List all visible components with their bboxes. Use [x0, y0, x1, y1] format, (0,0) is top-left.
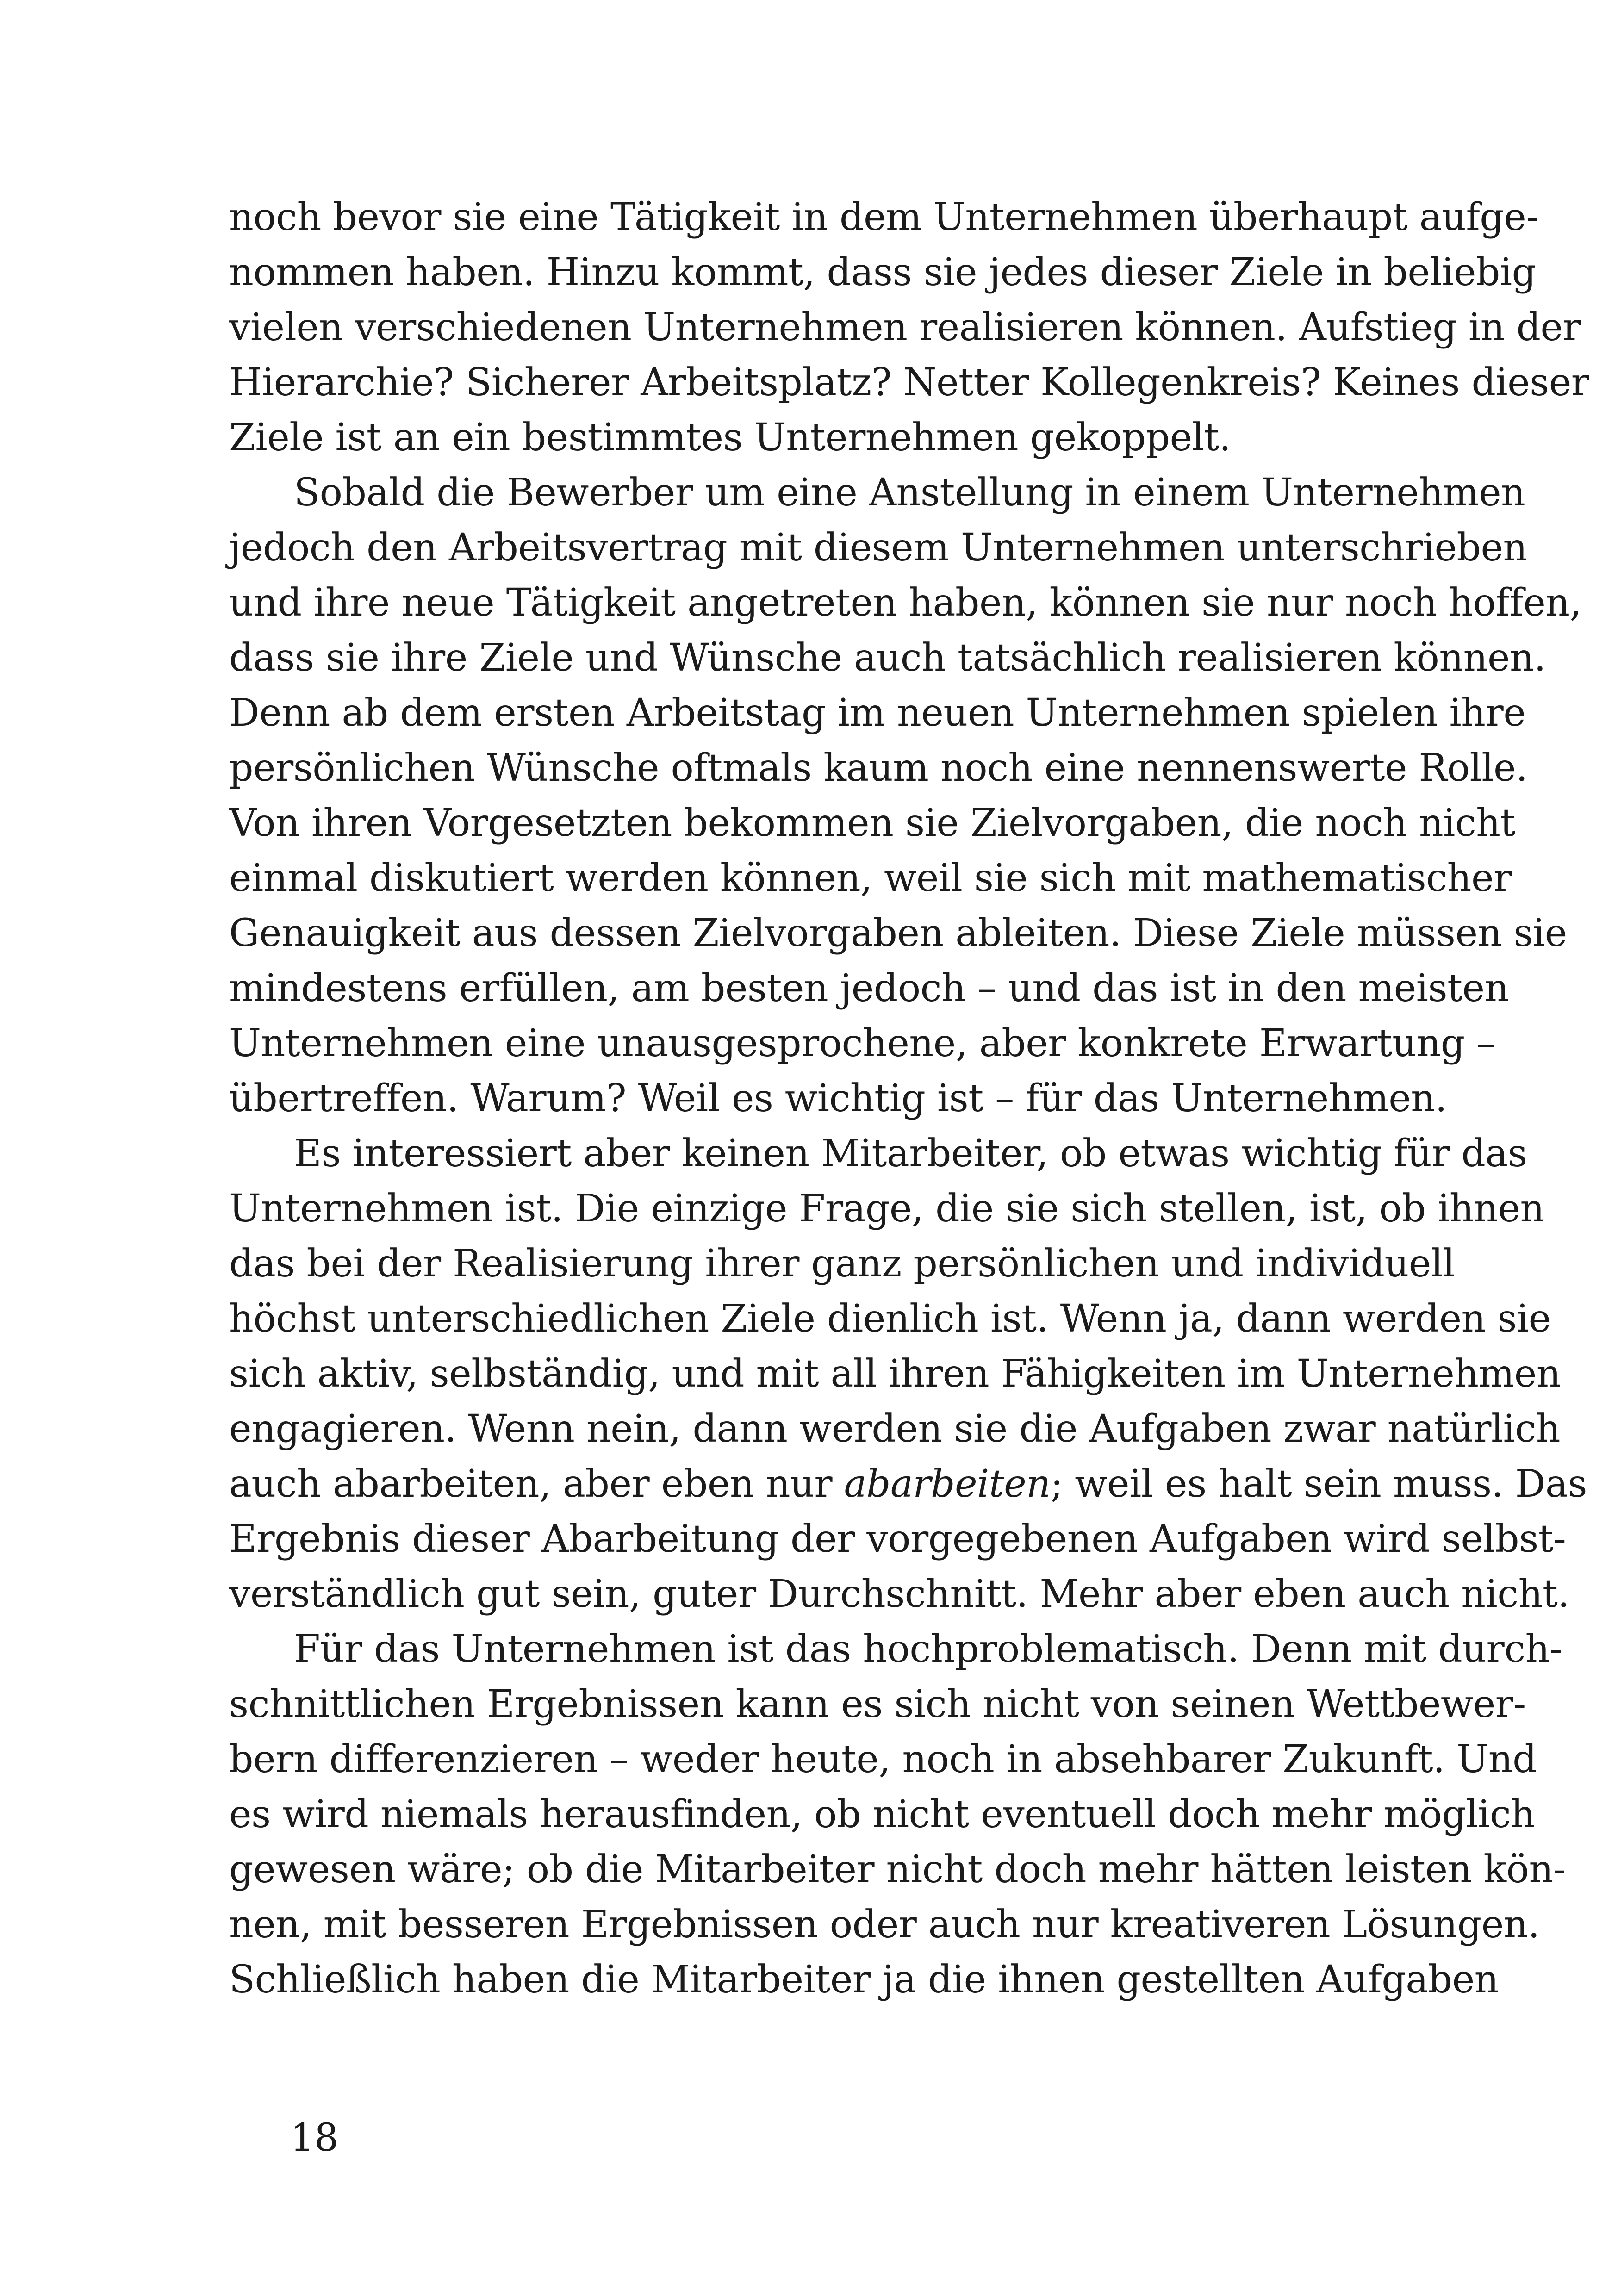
text-run: auch abarbeiten, aber eben nur	[229, 1462, 844, 1506]
paragraph-4	[229, 1622, 1566, 2007]
page-number: 18	[290, 2116, 339, 2160]
text-line: bern differenzieren – weder heute, noch in absehbarer Zukunft. Und	[229, 1737, 1537, 1781]
text-line: schnittlichen Ergebnissen kann es sich nicht von seinen Wettbewer-	[229, 1682, 1526, 1726]
text-line: Genauigkeit aus dessen Zielvorgaben ableiten. Diese Ziele müssen sie	[229, 911, 1567, 955]
text-line: gewesen wäre; ob die Mitarbeiter nicht doch mehr hätten leisten kön-	[229, 1848, 1566, 1892]
text-line: noch bevor sie eine Tätigkeit in dem Unternehmen überhaupt aufge-	[229, 195, 1539, 239]
text-line: das bei der Realisierung ihrer ganz persönlichen und individuell	[229, 1242, 1455, 1286]
emphasized-word: abarbeiten	[844, 1462, 1051, 1506]
paragraph-2	[229, 465, 1582, 1126]
text-line: dass sie ihre Ziele und Wünsche auch tatsächlich realisieren können.	[229, 636, 1546, 680]
text-line: Denn ab dem ersten Arbeitstag im neuen Unternehmen spielen ihre	[229, 691, 1526, 735]
text-line: einmal diskutiert werden können, weil sie sich mit mathematischer	[229, 856, 1512, 900]
text-line: höchst unterschiedlichen Ziele dienlich ist. Wenn ja, dann werden sie	[229, 1297, 1551, 1341]
text-line: Ziele ist an ein bestimmtes Unternehmen gekoppelt.	[229, 416, 1231, 460]
body-text	[229, 190, 1589, 2007]
text-line: Für das Unternehmen ist das hochproblematisch. Denn mit durch-	[294, 1627, 1562, 1671]
text-line: Es interessiert aber keinen Mitarbeiter, ob etwas wichtig für das	[294, 1132, 1527, 1176]
text-line: verständlich gut sein, guter Durchschnitt. Mehr aber eben auch nicht.	[229, 1572, 1569, 1616]
text-line: und ihre neue Tätigkeit angetreten haben, können sie nur noch hoffen,	[229, 581, 1582, 625]
text-line: übertreffen. Warum? Weil es wichtig ist – für das Unternehmen.	[229, 1076, 1447, 1120]
text-line: Unternehmen ist. Die einzige Frage, die sie sich stellen, ist, ob ihnen	[229, 1187, 1544, 1231]
paragraph-3	[229, 1126, 1587, 1622]
text-line: mindestens erfüllen, am besten jedoch – und das ist in den meisten	[229, 966, 1509, 1010]
text-line: engagieren. Wenn nein, dann werden sie die Aufgaben zwar natürlich	[229, 1407, 1561, 1451]
text-line-with-emphasis	[229, 1456, 1587, 1512]
text-line: es wird niemals herausfinden, ob nicht eventuell doch mehr möglich	[229, 1792, 1535, 1836]
text-line: vielen verschiedenen Unternehmen realisieren können. Aufstieg in der	[229, 305, 1581, 349]
text-line: Ergebnis dieser Abarbeitung der vorgegebenen Aufgaben wird selbst-	[229, 1517, 1566, 1561]
text-line: Sobald die Bewerber um eine Anstellung in einem Unternehmen	[294, 471, 1525, 515]
text-line: nen, mit besseren Ergebnissen oder auch nur kreativeren Lösungen.	[229, 1903, 1540, 1947]
text-line: persönlichen Wünsche oftmals kaum noch eine nennenswerte Rolle.	[229, 746, 1528, 790]
text-line: sich aktiv, selbständig, und mit all ihren Fähigkeiten im Unternehmen	[229, 1352, 1561, 1396]
text-line: jedoch den Arbeitsvertrag mit diesem Unternehmen unterschrieben	[229, 526, 1527, 570]
text-line: Von ihren Vorgesetzten bekommen sie Zielvorgaben, die noch nicht	[229, 801, 1516, 845]
text-line: Hierarchie? Sicherer Arbeitsplatz? Netter Kollegenkreis? Keines dieser	[229, 361, 1589, 404]
text-run: ; weil es halt sein muss. Das	[1050, 1462, 1587, 1506]
text-line: nommen haben. Hinzu kommt, dass sie jedes dieser Ziele in beliebig	[229, 250, 1536, 294]
text-line: Unternehmen eine unausgesprochene, aber konkrete Erwartung –	[229, 1021, 1495, 1065]
text-line: Schließlich haben die Mitarbeiter ja die ihnen gestellten Aufgaben	[229, 1958, 1499, 2002]
paragraph-1	[229, 190, 1589, 465]
